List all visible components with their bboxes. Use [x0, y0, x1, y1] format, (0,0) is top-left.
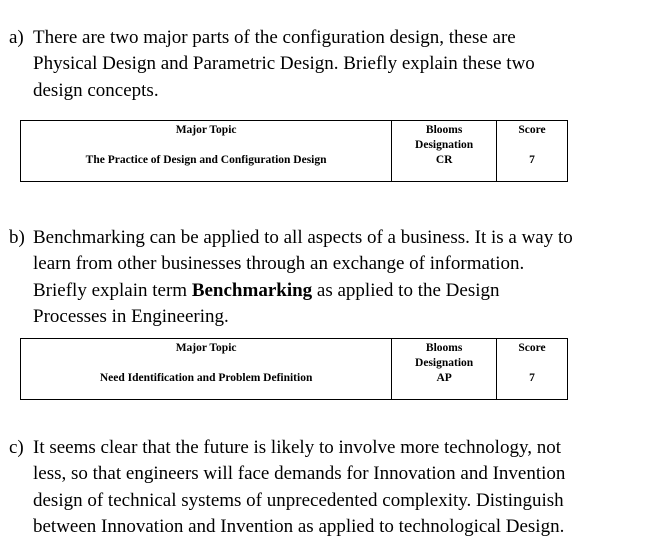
question-c-line-3: design of technical systems of unprecedented complexity. Distinguish — [33, 489, 564, 511]
major-topic-header: Major Topic — [175, 342, 237, 354]
question-c-line-4: between Innovation and Invention as applied to technological Design. — [33, 515, 565, 537]
question-a-text-1: There are two major parts of the configuration design, these are — [33, 27, 516, 48]
question-c-line-2: less, so that engineers will face demands for Innovation and Invention — [33, 463, 566, 485]
blooms-cell — [392, 339, 497, 400]
topic-table-2 — [20, 338, 568, 400]
question-b-line-4: Processes in Engineering. — [33, 305, 229, 327]
question-a-line-2: Physical Design and Parametric Design. Briefly explain these two — [33, 53, 535, 75]
question-c-label: c) — [9, 437, 24, 458]
question-b-text-3b: as applied to the Design — [312, 279, 500, 301]
major-topic-cell — [21, 121, 392, 182]
question-c-text-1: It seems clear that the future is likely to involve more technology, not — [33, 437, 561, 458]
blooms-header-line-1: Blooms — [425, 124, 463, 136]
question-b-line-1 — [9, 225, 639, 251]
question-b-line-3 — [9, 278, 639, 304]
major-topic-header: Major Topic — [175, 124, 237, 136]
question-b — [9, 225, 639, 330]
table-row — [21, 121, 568, 182]
question-b-label: b) — [9, 227, 25, 248]
blooms-header-line-2: Designation — [415, 357, 474, 369]
question-b-text-3a: Briefly explain term — [33, 279, 192, 301]
question-a — [9, 25, 639, 104]
major-topic-value: The Practice of Design and Configuration Design — [85, 154, 327, 166]
score-header: Score — [518, 342, 546, 354]
question-a-line-3: design concepts. — [33, 79, 159, 101]
major-topic-value: Need Identification and Problem Definition — [99, 372, 313, 384]
question-c — [9, 435, 639, 540]
question-a-label: a) — [9, 27, 24, 48]
score-header: Score — [518, 124, 546, 136]
score-value: 7 — [529, 372, 535, 384]
question-c-line-1 — [9, 435, 639, 461]
benchmarking-term: Benchmarking — [191, 279, 313, 301]
question-b-text-1: Benchmarking can be applied to all aspects of a business. It is a way to — [33, 227, 573, 248]
score-cell — [497, 339, 568, 400]
blooms-header-line-2: Designation — [415, 139, 474, 151]
major-topic-cell — [21, 339, 392, 400]
table-row — [21, 339, 568, 400]
score-value: 7 — [529, 154, 535, 166]
topic-table-1 — [20, 120, 568, 182]
blooms-value: CR — [435, 154, 453, 166]
score-cell — [497, 121, 568, 182]
blooms-value: AP — [436, 372, 452, 384]
question-a-line-1 — [9, 25, 639, 51]
question-b-line-2: learn from other businesses through an exchange of information. — [33, 253, 525, 275]
blooms-cell — [392, 121, 497, 182]
blooms-header-line-1: Blooms — [425, 342, 463, 354]
